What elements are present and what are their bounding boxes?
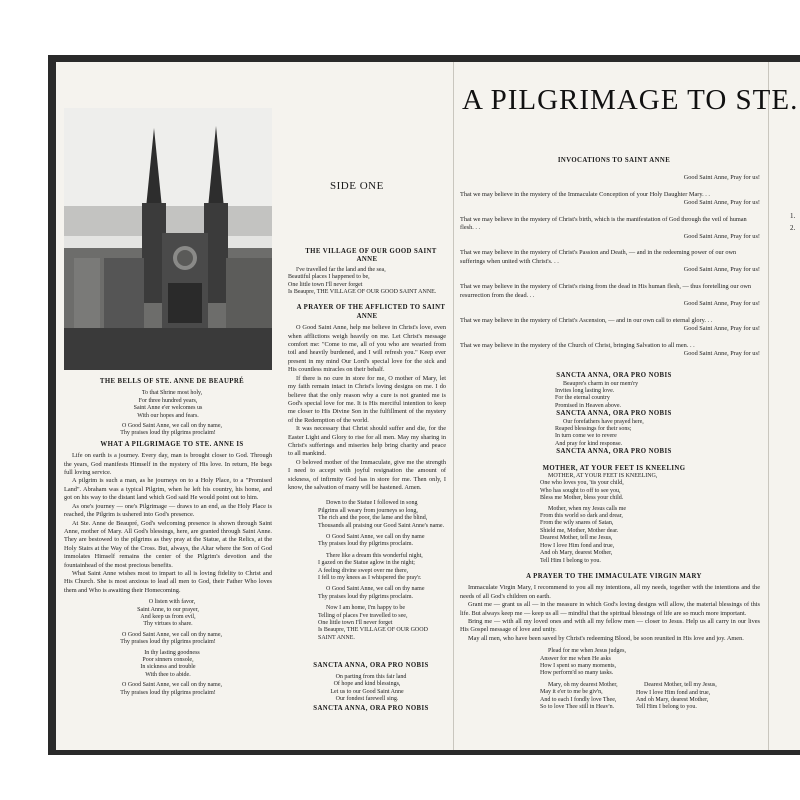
immaculate-paragraph: Grant me — grant us all — in the measure in which God's loving designs will allow, the material blessings of this life. But always keep me — keep us all — mindful that the spiritual blessings of life are so much more important. — [460, 601, 760, 617]
lasting-verse: In thy lasting goodness Poor sinners console, In sickness and trouble With thee to abide. — [140, 649, 200, 678]
statue-refrain: O Good Saint Anne, we call on thy name Thy praises loud thy pilgrims proclaim. — [318, 534, 425, 548]
mary-verse: Mary, oh my dearest Mother, May it e'er to me be giv'n, And to each I fondly love Thee, So to love Thee still in Heav'n. — [540, 681, 618, 710]
prayer-paragraph: O Good Saint Anne, help me believe in Christ's love, even when afflictions weigh heavily on me. Let Christ's message comfort me: "Come to me, all of you who are wearied from toil and heavily burdened, and I will refresh you." Keep ever present in my mind Our Lord's special love for the sick and His countless miracles on their behalf. — [288, 324, 446, 374]
invocation-text: That we may believe in the mystery of the Immaculate Conception of your Holy Daughter Mary. . . — [460, 190, 710, 198]
invocation-response: Good Saint Anne, Pray for us! — [683, 199, 760, 207]
mother-verse: Mother, when my Jesus calls me From this world so dark and drear, From the wily snares of Satan, Shield me, Mother, Mother dear. Dearest Mother, tell me Jesus, How I love Him fond and true, And oh Mary, dearest Mother, Tell Him I belong to you. — [540, 505, 627, 564]
basilica-illustration — [64, 108, 272, 370]
invocation-response: Good Saint Anne, Pray for us! — [683, 350, 760, 358]
lasting-refrain: O Good Saint Anne, we call on thy name, Thy praises loud thy pilgrims proclaim! — [120, 682, 222, 696]
prayer-paragraph: If there is no cure in store for me, O mother of Mary, let my faith remain intact in Christ's loving designs on me. I do believe that the only reason why a cure is not granted me is God's special love for me. It is His merciful intention to keep me closer to His Divine Son in the fulfillment of the mystery of the Redemption of the world. — [288, 374, 446, 424]
dream-refrain: O Good Saint Anne, we call on thy name Thy praises loud thy pilgrims proclaim. — [318, 586, 425, 600]
invocation-text: That we may believe in the mystery of Christ's rising from the dead in His human flesh, — thus foretelling our own resurrection from the dead. . . — [460, 283, 752, 299]
invocations-list — [460, 165, 760, 367]
home-verse: Now I am home, I'm happy to be Telling of places I've travelled to see, One little town I'll never forget Is Beaupre, THE VILLAGE OF OUR GOOD SAINT ANNE. — [318, 605, 428, 641]
dream-verse: There like a dream this wonderful night, I gazed on the Statue aglow in the night; A feeling divine swept over me there, I fell to my knees as I whispered the pray'r. — [318, 552, 423, 582]
side-one-label: SIDE ONE — [330, 180, 384, 192]
invocation-response: Good Saint Anne, Pray for us! — [683, 266, 760, 274]
statue-verse: Down to the Statue I followed in song Pilgrims all weary from journeys so long, The rich and the poor, the lame and the blind, Thousands all praising our Good Saint Anne's name. — [318, 500, 445, 529]
page-title: A PILGRIMAGE TO STE. — [462, 84, 799, 116]
invocation-text: That we may believe in the mystery of Christ's Ascension, — and in our own call to eternal glory. . . — [460, 316, 713, 324]
sancta-heading: SANCTA ANNA, ORA PRO NOBIS — [556, 448, 672, 456]
panel-fold-right — [768, 62, 769, 750]
sancta-heading: SANCTA ANNA, ORA PRO NOBIS — [556, 410, 672, 418]
right-column — [460, 157, 760, 712]
forefathers-verse: Our forefathers have prayed here, Reaped blessings for their sons; In turn come we to revere And pray for kind response. — [555, 418, 644, 447]
sancta-heading: SANCTA ANNA, ORA PRO NOBIS — [556, 372, 672, 380]
prayer-paragraph: It was necessary that Christ should suffer and die, for the Easter Light and Glory to rise for all men. May my sharing in Christ's sufferings and miseries help bring charity and peace to all mankind. — [288, 425, 446, 458]
invocation-response: Good Saint Anne, Pray for us! — [683, 325, 760, 333]
middle-column — [288, 248, 446, 714]
invocation-response: Good Saint Anne, Pray for us! — [683, 232, 760, 240]
left-column — [64, 378, 272, 697]
what-paragraph: A pilgrim is such a man, as he journeys on to a Holy Place, to a "Promised Land". Abraham was a typical Pilgrim, when he left his country, his home, and got on his way to the distant land which God said He would point out to him. — [64, 477, 272, 502]
parting-verse: On parting from this fair land Of hope and kind blessings, Let us to our Good Saint Anne Our fondest farewell sing. — [330, 673, 407, 702]
plead-verse: Plead for me when Jesus judges, Answer for me when He asks How I spent so many moments, How perform'd so many tasks. — [540, 648, 626, 677]
immaculate-heading: A PRAYER TO THE IMMACULATE VIRGIN MARY — [526, 572, 702, 580]
basilica-photo — [64, 108, 272, 370]
prayer-heading: A PRAYER OF THE AFFLICTED TO SAINT ANNE — [296, 304, 446, 320]
listen-verse: O listen with favor, Saint Anne, to our prayer, And keep us from evil, Thy virtues to share. — [137, 599, 199, 628]
dearest-verse: Dearest Mother, tell my Jesus, How I love Him fond and true, And oh Mary, dearest Mother, Tell Him I belong to you. — [636, 682, 717, 711]
what-paragraph: As one's journey — one's Pilgrimage — draws to an end, as the Holy Place is reached, the Pilgrim is ushered into God's presence. — [64, 502, 272, 519]
invocation-response: Good Saint Anne, Pray for us! — [683, 173, 760, 181]
beaupre-verse: Beaupre's charm in our mem'ry Invites long lasting love. For the eternal country Promised in Heaven above. — [555, 380, 639, 409]
immaculate-paragraph: Bring me — with all my loved ones and with all my fellow men — closer to Jesus. Help us all carry in our lives His Gospel message of love and unity. — [460, 617, 760, 634]
invocations-heading: INVOCATIONS TO SAINT ANNE — [557, 157, 671, 164]
panel-fold-left — [453, 62, 454, 750]
what-paragraph: What Saint Anne wishes most to impart to all is loving fidelity to Christ and His Church. She is most anxious to lead all men to God, their Father Who loves them and Who is awaiting their Homecoming. — [64, 569, 272, 594]
what-heading: WHAT A PILGRIMAGE TO STE. ANNE IS — [100, 440, 244, 448]
invocation-text: That we may believe in the mystery of Christ's Passion and Death, — and in the redeeming power of our own sufferings when united with Christ's. . . — [460, 249, 737, 265]
village-heading: THE VILLAGE OF OUR GOOD SAINT ANNE — [305, 248, 437, 264]
bells-verse: To that Shrine most holy, For three hundred years, Saint Anne e'er welcomes us With our hopes and fears. — [133, 390, 203, 419]
immaculate-paragraph: May all men, who have been saved by Christ's redeeming Blood, be soon reunited in His love and joy. Amen. — [468, 634, 744, 642]
track-number: 1. — [790, 212, 796, 220]
what-paragraph: Life on earth is a journey. Every day, man is brought closer to God. Through the years, God manifests Himself in the mystery of His love. In return, He begs full loving service. — [64, 452, 272, 477]
prayer-paragraph: O beloved mother of the Immaculate, give me the strength I need to accept with joyful resignation the amount of sickness, of infirmity God has in store for me. Then only, I know, the salvation of many will be hastened. Amen. — [288, 458, 446, 491]
sancta-heading: SANCTA ANNA, ORA PRO NOBIS — [313, 662, 429, 670]
photo-caption: THE BELLS OF STE. ANNE DE BEAUPRÉ — [99, 378, 245, 385]
mother-heading: MOTHER, AT YOUR FEET IS KNEELING — [542, 464, 686, 472]
invocation-text: That we may believe in the mystery of the Church of Christ, bringing Salvation to all men. . . — [460, 341, 695, 349]
listen-refrain: O Good Saint Anne, we call on thy name, Thy praises loud thy pilgrims proclaim! — [120, 631, 222, 646]
sancta-heading: SANCTA ANNA, ORA PRO NOBIS — [313, 705, 429, 713]
immaculate-paragraph: Immaculate Virgin Mary, I recommend to you all my intentions, all my needs, together with the intentions and the needs of all God's children on earth. — [460, 584, 760, 600]
bells-refrain: O Good Saint Anne, we call on thy name, Thy praises loud thy pilgrims proclaim! — [120, 423, 222, 437]
invocation-response: Good Saint Anne, Pray for us! — [683, 299, 760, 307]
invocation-text: That we may believe in the mystery of Christ's birth, which is the manifestation of God through the veil of human flesh. . . — [460, 215, 747, 232]
village-verse: I've travelled far the land and the sea, Beautiful places I happened to be, One little town I'll never forget Is Beaupre, THE VILLAGE OF OUR GOOD SAINT ANNE. — [288, 266, 437, 296]
mother-verse: MOTHER, AT YOUR FEET IS KNEELING, One who loves you, 'tis your child, Who has sought to off to see you, Bless me Mother, bless your child. — [540, 473, 658, 502]
track-number: 2. — [790, 224, 796, 232]
what-paragraph: At Ste. Anne de Beaupré, God's welcoming presence is shown through Saint Anne, mother of Mary. All God's blessings, here, are granted through Saint Anne. They are bestowed to the pilgrims as they pray at the Statue, at the Relics, at the Holy Stairs at the Way of the Cross. But, always, the Altar where the Son of God immolates Himself remains the center of the Pilgrim's devotion and the fountainhead of the most precious benefits. — [64, 519, 272, 569]
